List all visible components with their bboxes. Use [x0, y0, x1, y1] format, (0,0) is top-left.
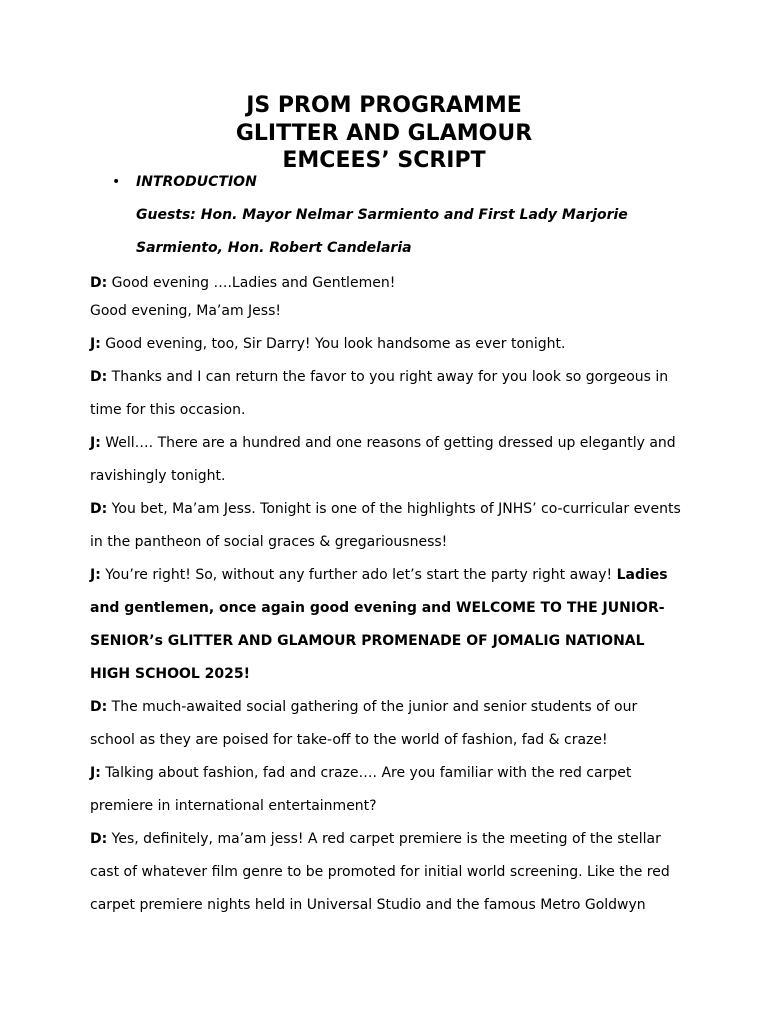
- guests-line-2: Sarmiento, Hon. Robert Candelaria: [136, 240, 412, 256]
- speaker-label: J:: [90, 435, 101, 451]
- script-paragraph: [90, 272, 690, 333]
- script-line: [90, 432, 690, 465]
- script-line: [90, 828, 690, 861]
- script-line: and gentlemen, once again good evening and WELCOME TO THE JUNIOR-: [90, 600, 665, 616]
- script-line: cast of whatever film genre to be promoted for initial world screening. Like the red: [90, 864, 670, 880]
- script-paragraph: [90, 333, 690, 366]
- dialogue-text: Well…. There are a hundred and one reasons of getting dressed up elegantly and: [100, 435, 676, 451]
- title-line-3: EMCEES’ SCRIPT: [282, 148, 486, 173]
- dialogue-text: Talking about fashion, fad and craze…. Are you familiar with the red carpet: [100, 765, 632, 781]
- speaker-label: D:: [90, 501, 108, 517]
- script-line: [90, 696, 690, 729]
- intro-heading: INTRODUCTION: [136, 174, 257, 190]
- script-line: in the pantheon of social graces & gregariousness!: [90, 534, 448, 550]
- script-paragraph: [90, 564, 690, 696]
- script-line: HIGH SCHOOL 2025!: [90, 666, 251, 682]
- speaker-label: J:: [90, 567, 101, 583]
- dialogue-text: Yes, definitely, ma’am jess! A red carpet premiere is the meeting of the stellar: [107, 831, 661, 847]
- dialogue-text: The much-awaited social gathering of the junior and senior students of our: [107, 699, 638, 715]
- title-line-1: JS PROM PROGRAMME: [246, 93, 522, 118]
- script-line: [90, 272, 690, 300]
- speaker-label: D:: [90, 831, 108, 847]
- script-line: premiere in international entertainment?: [90, 798, 377, 814]
- dialogue-text: You bet, Ma’am Jess. Tonight is one of the highlights of JNHS’ co-curricular events: [107, 501, 681, 517]
- script-line: carpet premiere nights held in Universal Studio and the famous Metro Goldwyn: [90, 897, 646, 913]
- guests-line: [136, 206, 696, 272]
- script-paragraph: [90, 762, 690, 828]
- script-line: Good evening, Ma’am Jess!: [90, 303, 281, 319]
- script-paragraph: [90, 828, 690, 927]
- script-line: ravishingly tonight.: [90, 468, 226, 484]
- script-paragraph: [90, 696, 690, 762]
- bullet-icon: •: [112, 174, 121, 190]
- speaker-label: D:: [90, 699, 108, 715]
- dialogue-text: Thanks and I can return the favor to you right away for you look so gorgeous in: [107, 369, 669, 385]
- script-paragraph: [90, 498, 690, 564]
- dialogue-text: You’re right! So, without any further ado let’s start the party right away!: [100, 567, 617, 583]
- script-paragraph: [90, 432, 690, 498]
- dialogue-text: Good evening, too, Sir Darry! You look handsome as ever tonight.: [100, 336, 566, 352]
- speaker-label: D:: [90, 369, 108, 385]
- script-line: [90, 762, 690, 795]
- emphasis-text: Ladies: [616, 567, 668, 583]
- script-line: [90, 498, 690, 531]
- speaker-label: J:: [90, 765, 101, 781]
- script-line: SENIOR’s GLITTER AND GLAMOUR PROMENADE OF JOMALIG NATIONAL: [90, 633, 645, 649]
- document-title: [0, 92, 768, 175]
- script-body: [90, 272, 690, 927]
- guests-line-1: Guests: Hon. Mayor Nelmar Sarmiento and First Lady Marjorie: [136, 207, 628, 223]
- title-line-2: GLITTER AND GLAMOUR: [235, 120, 533, 146]
- speaker-label: J:: [90, 336, 101, 352]
- script-line: [90, 366, 690, 399]
- speaker-label: D:: [90, 275, 108, 291]
- script-paragraph: [90, 366, 690, 432]
- script-line: [90, 564, 690, 597]
- script-line: time for this occasion.: [90, 402, 246, 418]
- script-line: school as they are poised for take-off to the world of fashion, fad & craze!: [90, 732, 608, 748]
- dialogue-text: Good evening ….Ladies and Gentlemen!: [107, 275, 396, 291]
- script-line: [90, 333, 690, 366]
